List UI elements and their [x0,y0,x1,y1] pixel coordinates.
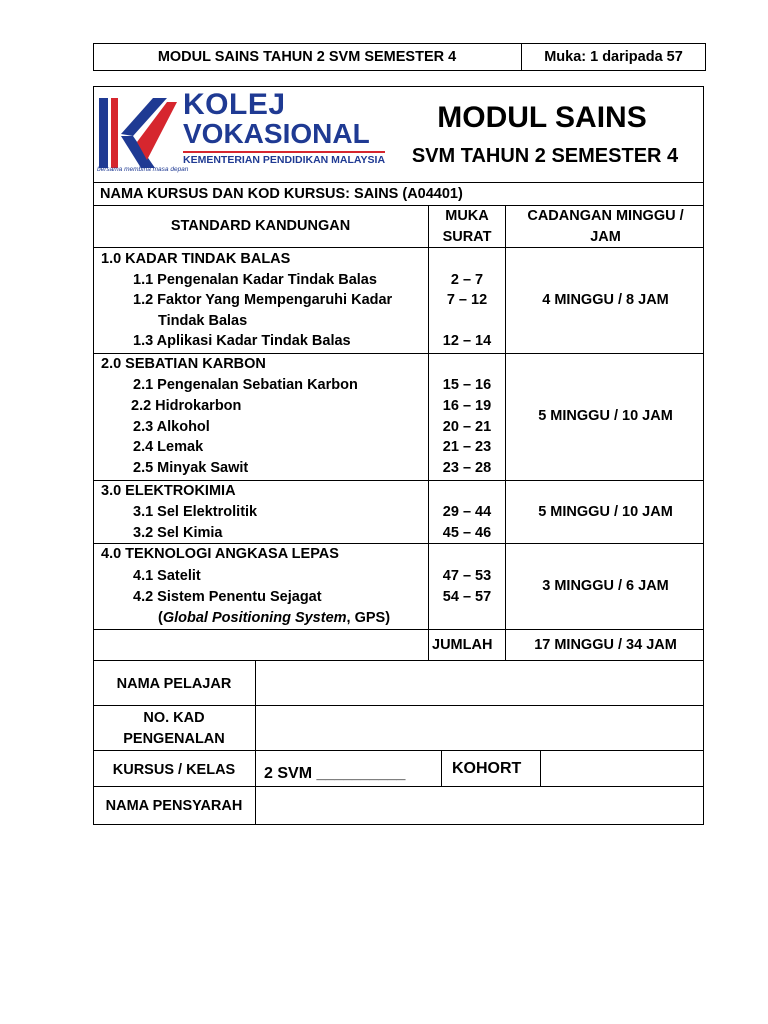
cohort-field[interactable] [542,752,702,785]
col-page-header-1: MUKA [445,208,489,224]
logo-line2: VOKASIONAL [183,118,370,149]
section1-item2-cont: Tindak Balas [158,313,248,329]
rule-form-3 [93,786,704,787]
header-divider [521,43,522,71]
section3-heading: 3.0 ELEKTROKIMIA [101,483,236,499]
gps-italic: Global Positioning System [162,610,347,626]
gps-open-paren: ( [158,610,163,626]
lecturer-label: NAMA PENSYARAH [105,798,243,814]
section1-page2: 7 – 12 [446,292,488,308]
rule-form-2 [93,750,704,751]
section4-weeks: 3 MINGGU / 6 JAM [542,578,669,594]
col-weeks-header-1: CADANGAN MINGGU / [527,208,684,224]
rule-course-top [93,182,704,183]
rule-form-1 [93,705,704,706]
cohort-divider-left [441,750,442,786]
kv-logo [97,88,397,176]
course-line: NAMA KURSUS DAN KOD KURSUS: SAINS (A04401) [100,186,463,202]
cover-subtitle: SVM TAHUN 2 SEMESTER 4 [411,145,679,167]
section2-item5: 2.5 Minyak Sawit [133,460,249,476]
logo-tagline: bersama membina masa depan [97,166,189,173]
section2-page1: 15 – 16 [442,377,492,393]
section2-heading: 2.0 SEBATIAN KARBON [101,356,266,372]
section4-page2: 54 – 57 [442,589,492,605]
section2-page2: 16 – 19 [442,398,492,414]
section3-item2: 3.2 Sel Kimia [133,525,223,541]
rule-header-bottom [93,247,704,248]
section1-page1: 2 – 7 [450,272,484,288]
section4-page1: 47 – 53 [442,568,492,584]
section2-item2: 2.2 Hidrokarbon [131,398,242,414]
id-card-field[interactable] [257,707,702,749]
section1-item1: 1.1 Pengenalan Kadar Tindak Balas [133,272,377,288]
section1-weeks: 4 MINGGU / 8 JAM [542,292,669,308]
section4-item2: 4.2 Sistem Penentu Sejagat [133,589,322,605]
section3-page1: 29 – 44 [442,504,492,520]
gps-close: , GPS) [346,610,391,626]
cohort-divider-right [540,750,541,786]
section1-heading: 1.0 KADAR TINDAK BALAS [101,251,291,267]
page-label: Muka: 1 daripada 57 [544,49,683,65]
section2-weeks: 5 MINGGU / 10 JAM [538,408,673,424]
module-title: MODUL SAINS TAHUN 2 SVM SEMESTER 4 [157,49,457,65]
rule-total-bottom [93,660,704,661]
student-name-label: NAMA PELAJAR [116,676,232,692]
section2-item1: 2.1 Pengenalan Sebatian Karbon [133,377,358,393]
section4-heading: 4.0 TEKNOLOGI ANGKASA LEPAS [101,546,339,562]
section1-item2: 1.2 Faktor Yang Mempengaruhi Kadar [133,292,393,308]
id-card-label-2: PENGENALAN [123,731,225,747]
section2-item4: 2.4 Lemak [133,439,204,455]
section2-page3: 20 – 21 [442,419,492,435]
rule-s4-bottom [93,629,704,630]
col-page-header-2: SURAT [442,229,492,245]
section2-page4: 21 – 23 [442,439,492,455]
section1-item3: 1.3 Aplikasi Kadar Tindak Balas [133,333,351,349]
section4-item2-cont [158,608,390,628]
section1-page3: 12 – 14 [442,333,492,349]
section3-weeks: 5 MINGGU / 10 JAM [538,504,673,520]
lecturer-field[interactable] [257,788,702,823]
section4-item1: 4.1 Satelit [133,568,201,584]
col-standard-header: STANDARD KANDUNGAN [170,218,351,234]
id-card-label-1: NO. KAD [143,710,205,726]
section2-page5: 23 – 28 [442,460,492,476]
total-value: 17 MINGGU / 34 JAM [534,637,677,653]
cohort-label: KOHORT [452,760,522,777]
total-label: JUMLAH [432,637,493,653]
col-weeks-header-2: JAM [590,229,621,245]
section3-item1: 3.1 Sel Elektrolitik [133,504,258,520]
section2-item3: 2.3 Alkohol [133,419,210,435]
logo-line1: KOLEJ [183,88,286,121]
student-name-field[interactable] [257,662,702,705]
course-class-label: KURSUS / KELAS [112,762,236,778]
col-divider-1 [428,205,429,660]
logo-line3: KEMENTERIAN PENDIDIKAN MALAYSIA [183,151,385,166]
form-col-divider [255,660,256,825]
kv-logo-mark [97,96,179,174]
course-class-value[interactable]: 2 SVM __________ [264,765,406,782]
col-divider-2 [505,205,506,660]
section3-page2: 45 – 46 [442,525,492,541]
cover-title: MODUL SAINS [437,101,647,134]
